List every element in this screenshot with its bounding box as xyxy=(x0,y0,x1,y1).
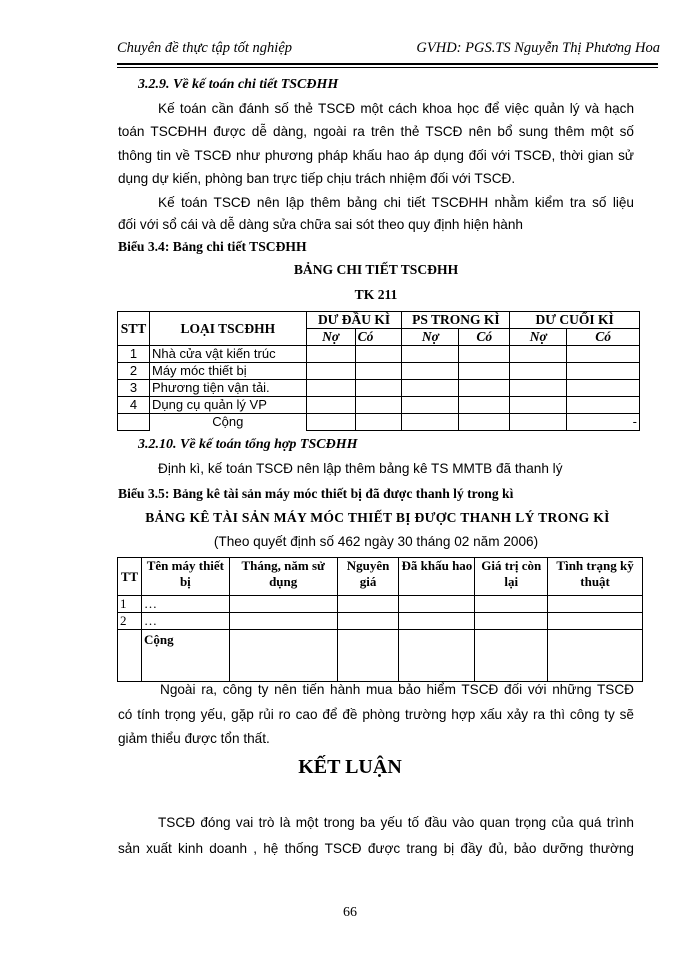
table-row xyxy=(118,596,643,613)
section-3-2-10-para: Định kì, kế toán TSCĐ nên lập thêm bảng kê TS MMTB đã thanh lý xyxy=(158,461,563,476)
table1-stt: 3 xyxy=(118,380,150,397)
section-3-2-9-para1-line1: Kế toán cần đánh số thẻ TSCĐ một cách khoa học để việc quản lý và hạch xyxy=(158,101,634,116)
table1-subheader: Có xyxy=(567,329,640,346)
section-3-2-9-para1-line4: dụng dự kiến, phòng ban trực tiếp chịu trách nhiệm đối với TSCĐ. xyxy=(118,171,516,186)
section-3-2-10-title: 3.2.10. Về kế toán tổng hợp TSCĐHH xyxy=(138,437,358,452)
conclusion-para-line1: TSCĐ đóng vai trò là một trong ba yếu tố đầu vào quan trọng của quá trình xyxy=(158,815,634,830)
table2-header-name: Tên máy thiết bị xyxy=(141,558,229,596)
table1-name: Máy móc thiết bị xyxy=(149,363,306,380)
table1-header-loai: LOẠI TSCĐHH xyxy=(149,312,306,346)
table2-header-residual: Giá trị còn lại xyxy=(475,558,548,596)
table1-total-mark: - xyxy=(567,414,640,431)
table1-subtitle: TK 211 xyxy=(354,287,398,302)
table2-header-original-cost: Nguyên giá xyxy=(337,558,399,596)
table1-header-stt: STT xyxy=(118,312,150,346)
table1-name: Phương tiện vận tải. xyxy=(149,380,306,397)
table-row xyxy=(118,397,640,414)
page-number: 66 xyxy=(343,905,357,920)
table1-header-ps-trong-ki: PS TRONG KÌ xyxy=(402,312,510,329)
table1-header-du-dau-ki: DƯ ĐẦU KÌ xyxy=(306,312,402,329)
page-header xyxy=(117,40,660,62)
table-row xyxy=(118,613,643,630)
conclusion-title: KẾT LUẬN xyxy=(298,756,402,778)
table2-total-label: Cộng xyxy=(141,630,229,682)
table-row xyxy=(118,363,640,380)
table1-stt: 1 xyxy=(118,346,150,363)
table2-name: … xyxy=(141,596,229,613)
section-3-2-9-para1-line3: thông tin về TSCĐ như phương pháp khấu hao áp dụng đối với TSCĐ, thời gian sử xyxy=(118,148,634,163)
header-rule-thick xyxy=(117,63,658,65)
table1-subheader: Nợ xyxy=(306,329,355,346)
table-row xyxy=(118,380,640,397)
table1-caption: Biểu 3.4: Bảng chi tiết TSCĐHH xyxy=(118,239,307,254)
table2-header-condition: Tình trạng kỹ thuật xyxy=(548,558,643,596)
conclusion-para-line2: sản xuất kinh doanh , hệ thống TSCĐ được trang bị đầy đủ, bảo dưỡng thường xyxy=(118,841,634,856)
table1-stt: 4 xyxy=(118,397,150,414)
table2-tt: 2 xyxy=(118,613,142,630)
table2-caption: Biểu 3.5: Bảng kê tài sản máy móc thiết bị đã được thanh lý trong kì xyxy=(118,486,514,501)
table-row xyxy=(118,346,640,363)
table-row-total xyxy=(118,630,643,682)
table2-name: … xyxy=(141,613,229,630)
table2-header-month-year: Tháng, năm sử dụng xyxy=(229,558,337,596)
table2-header-tt: TT xyxy=(118,558,142,596)
table1-subheader: Có xyxy=(459,329,510,346)
section-3-2-9-title: 3.2.9. Về kế toán chi tiết TSCĐHH xyxy=(138,77,339,92)
table2-title: BẢNG KÊ TÀI SẢN MÁY MÓC THIẾT BỊ ĐƯỢC THANH LÝ TRONG KÌ xyxy=(145,510,610,525)
table1-stt: 2 xyxy=(118,363,150,380)
section-3-2-9-para1-line2: toán TSCĐHH được dễ dàng, ngoài ra trên thẻ TSCĐ nên bổ sung thêm một số xyxy=(118,124,634,139)
header-rule-thin xyxy=(117,67,658,68)
table2-header-depreciated: Đã khấu hao xyxy=(399,558,475,596)
header-right: GVHD: PGS.TS Nguyễn Thị Phương Hoa xyxy=(416,40,660,56)
table1-name: Nhà cửa vật kiến trúc xyxy=(149,346,306,363)
table1-header-du-cuoi-ki: DƯ CUỐI KÌ xyxy=(510,312,640,329)
header-left: Chuyên đề thực tập tốt nghiệp xyxy=(117,40,293,56)
closing-para-line3: giảm thiểu được tổn thất. xyxy=(118,731,270,746)
table2-note: (Theo quyết định số 462 ngày 30 tháng 02 năm 2006) xyxy=(213,534,539,549)
table2 xyxy=(117,557,643,682)
closing-para-line2: có tính trọng yếu, gặp rủi ro cao để đề phòng trường hợp xấu xảy ra thì công ty sẽ xyxy=(118,707,634,722)
table1-subheader: Có xyxy=(355,329,402,346)
table2-tt: 1 xyxy=(118,596,142,613)
section-3-2-9-para2-line2: đối với sổ cái và dễ dàng sửa chữa sai sót theo quy định hiện hành xyxy=(118,217,523,232)
table1-name: Dụng cụ quản lý VP xyxy=(149,397,306,414)
table1-total-label: Cộng xyxy=(149,414,306,431)
table1-subheader: Nợ xyxy=(510,329,567,346)
table1-subheader: Nợ xyxy=(402,329,459,346)
table1 xyxy=(117,311,640,431)
table-row-total xyxy=(118,414,640,431)
section-3-2-9-para2-line1: Kế toán TSCĐ nên lập thêm bảng chi tiết TSCĐHH nhằm kiểm tra số liệu xyxy=(158,195,634,210)
table1-title: BẢNG CHI TIẾT TSCĐHH xyxy=(293,262,459,277)
closing-para-line1: Ngoài ra, công ty nên tiến hành mua bảo hiểm TSCĐ đối với những TSCĐ xyxy=(160,682,634,697)
